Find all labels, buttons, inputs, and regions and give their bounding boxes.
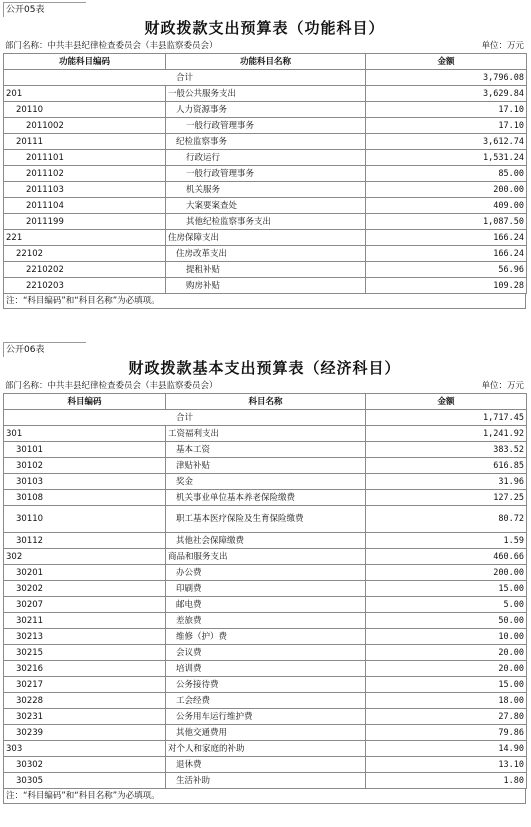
table-row bbox=[4, 693, 527, 709]
cell-code: 2210202 bbox=[4, 262, 166, 278]
cell-code: 30207 bbox=[4, 597, 166, 613]
table-body bbox=[4, 70, 527, 294]
table-row bbox=[4, 150, 527, 166]
cell-name: 职工基本医疗保险及生育保险缴费 bbox=[166, 506, 366, 533]
cell-code: 30102 bbox=[4, 458, 166, 474]
cell-amount: 15.00 bbox=[366, 581, 527, 597]
cell-code: 30101 bbox=[4, 442, 166, 458]
header-amount: 金额 bbox=[366, 394, 527, 410]
header-amount: 金额 bbox=[366, 54, 527, 70]
cell-code: 303 bbox=[4, 741, 166, 757]
cell-name: 住房保障支出 bbox=[166, 230, 366, 246]
cell-name: 一般行政管理事务 bbox=[166, 166, 366, 182]
header-code: 功能科目编码 bbox=[4, 54, 166, 70]
function-budget-table-section bbox=[3, 2, 526, 309]
header-name: 科目名称 bbox=[166, 394, 366, 410]
cell-code: 302 bbox=[4, 549, 166, 565]
table-row bbox=[4, 645, 527, 661]
cell-code: 221 bbox=[4, 230, 166, 246]
cell-code: 30231 bbox=[4, 709, 166, 725]
cell-name: 工资福利支出 bbox=[166, 426, 366, 442]
cell-name: 行政运行 bbox=[166, 150, 366, 166]
cell-amount: 1,087.50 bbox=[366, 214, 527, 230]
cell-name: 工会经费 bbox=[166, 693, 366, 709]
total-value: 1,717.45 bbox=[366, 410, 527, 426]
cell-name: 机关事业单位基本养老保险缴费 bbox=[166, 490, 366, 506]
table-row bbox=[4, 677, 527, 693]
table-title: 财政拨款支出预算表（功能科目） bbox=[144, 19, 385, 37]
cell-name: 纪检监察事务 bbox=[166, 134, 366, 150]
cell-amount: 616.85 bbox=[366, 458, 527, 474]
cell-amount: 1.59 bbox=[366, 533, 527, 549]
cell-amount: 166.24 bbox=[366, 246, 527, 262]
cell-code: 20110 bbox=[4, 102, 166, 118]
cell-amount: 200.00 bbox=[366, 182, 527, 198]
cell-code: 30228 bbox=[4, 693, 166, 709]
table-note: 注：“科目编码”和“科目名称”为必填项。 bbox=[3, 789, 526, 804]
cell-amount: 80.72 bbox=[366, 506, 527, 533]
cell-code: 30302 bbox=[4, 757, 166, 773]
table-row bbox=[4, 86, 527, 102]
cell-name: 公务接待费 bbox=[166, 677, 366, 693]
cell-amount: 85.00 bbox=[366, 166, 527, 182]
cell-code: 30110 bbox=[4, 506, 166, 533]
table-row bbox=[4, 458, 527, 474]
table-note: 注：“科目编码”和“科目名称”为必填项。 bbox=[3, 294, 526, 309]
cell-amount: 5.00 bbox=[366, 597, 527, 613]
cell-name: 购房补贴 bbox=[166, 278, 366, 294]
table-row bbox=[4, 629, 527, 645]
cell-code: 301 bbox=[4, 426, 166, 442]
unit-label: 单位：万元 bbox=[481, 381, 524, 391]
cell-code: 30217 bbox=[4, 677, 166, 693]
cell-name: 培训费 bbox=[166, 661, 366, 677]
cell-name: 退休费 bbox=[166, 757, 366, 773]
cell-name: 差旅费 bbox=[166, 613, 366, 629]
cell-amount: 109.28 bbox=[366, 278, 527, 294]
department-name: 部门名称：中共丰县纪律检查委员会（丰县监察委员会） bbox=[5, 41, 218, 51]
cell-amount: 50.00 bbox=[366, 613, 527, 629]
unit-label: 单位：万元 bbox=[481, 41, 524, 51]
table-row bbox=[4, 214, 527, 230]
cell-name: 津贴补贴 bbox=[166, 458, 366, 474]
cell-amount: 460.66 bbox=[366, 549, 527, 565]
cell-amount: 20.00 bbox=[366, 645, 527, 661]
cell-amount: 1.80 bbox=[366, 773, 527, 789]
cell-amount: 15.00 bbox=[366, 677, 527, 693]
cell-code: 2011104 bbox=[4, 198, 166, 214]
cell-name: 对个人和家庭的补助 bbox=[166, 741, 366, 757]
table-meta bbox=[3, 40, 526, 53]
table-row bbox=[4, 725, 527, 741]
cell-amount: 166.24 bbox=[366, 230, 527, 246]
table-row bbox=[4, 278, 527, 294]
table-row bbox=[4, 442, 527, 458]
cell-code: 30201 bbox=[4, 565, 166, 581]
cell-code: 30239 bbox=[4, 725, 166, 741]
cell-code: 30103 bbox=[4, 474, 166, 490]
table-body bbox=[4, 410, 527, 789]
header-row bbox=[4, 54, 527, 70]
table-row bbox=[4, 166, 527, 182]
cell-name: 会议费 bbox=[166, 645, 366, 661]
table-row bbox=[4, 549, 527, 565]
cell-name: 生活补助 bbox=[166, 773, 366, 789]
cell-code: 2011102 bbox=[4, 166, 166, 182]
cell-name: 其他社会保障缴费 bbox=[166, 533, 366, 549]
cell-code: 30211 bbox=[4, 613, 166, 629]
cell-name: 其他纪检监察事务支出 bbox=[166, 214, 366, 230]
cell-name: 邮电费 bbox=[166, 597, 366, 613]
cell-code: 30305 bbox=[4, 773, 166, 789]
table-tag: 公开05表 bbox=[3, 2, 86, 17]
economic-budget-table-section bbox=[3, 342, 526, 804]
total-label: 合计 bbox=[4, 410, 366, 426]
cell-name: 一般行政管理事务 bbox=[166, 118, 366, 134]
cell-code: 20111 bbox=[4, 134, 166, 150]
table-row bbox=[4, 102, 527, 118]
cell-code: 201 bbox=[4, 86, 166, 102]
cell-amount: 1,531.24 bbox=[366, 150, 527, 166]
cell-amount: 18.00 bbox=[366, 693, 527, 709]
header-code: 科目编码 bbox=[4, 394, 166, 410]
function-budget-table bbox=[3, 53, 527, 294]
header-name: 功能科目名称 bbox=[166, 54, 366, 70]
cell-code: 2011002 bbox=[4, 118, 166, 134]
header-row bbox=[4, 394, 527, 410]
table-row bbox=[4, 709, 527, 725]
table-row bbox=[4, 565, 527, 581]
cell-amount: 3,612.74 bbox=[366, 134, 527, 150]
cell-code: 2011101 bbox=[4, 150, 166, 166]
table-row bbox=[4, 198, 527, 214]
cell-code: 30216 bbox=[4, 661, 166, 677]
cell-name: 一般公共服务支出 bbox=[166, 86, 366, 102]
table-row bbox=[4, 182, 527, 198]
table-row bbox=[4, 118, 527, 134]
cell-amount: 383.52 bbox=[366, 442, 527, 458]
table-row bbox=[4, 246, 527, 262]
cell-name: 机关服务 bbox=[166, 182, 366, 198]
table-row bbox=[4, 661, 527, 677]
table-row bbox=[4, 474, 527, 490]
table-row bbox=[4, 741, 527, 757]
table-row bbox=[4, 506, 527, 533]
economic-budget-table bbox=[3, 393, 527, 789]
table-row bbox=[4, 230, 527, 246]
cell-amount: 31.96 bbox=[366, 474, 527, 490]
cell-name: 人力资源事务 bbox=[166, 102, 366, 118]
cell-code: 30213 bbox=[4, 629, 166, 645]
table-tag: 公开06表 bbox=[3, 342, 86, 357]
table-row bbox=[4, 757, 527, 773]
cell-name: 维修（护）费 bbox=[166, 629, 366, 645]
cell-amount: 20.00 bbox=[366, 661, 527, 677]
cell-amount: 17.10 bbox=[366, 102, 527, 118]
cell-name: 其他交通费用 bbox=[166, 725, 366, 741]
table-row bbox=[4, 134, 527, 150]
table-row bbox=[4, 597, 527, 613]
cell-name: 大案要案查处 bbox=[166, 198, 366, 214]
cell-amount: 17.10 bbox=[366, 118, 527, 134]
cell-code: 30108 bbox=[4, 490, 166, 506]
cell-amount: 56.96 bbox=[366, 262, 527, 278]
cell-code: 2011103 bbox=[4, 182, 166, 198]
cell-code: 30215 bbox=[4, 645, 166, 661]
cell-amount: 127.25 bbox=[366, 490, 527, 506]
cell-amount: 79.86 bbox=[366, 725, 527, 741]
cell-amount: 409.00 bbox=[366, 198, 527, 214]
cell-amount: 13.10 bbox=[366, 757, 527, 773]
table-row bbox=[4, 490, 527, 506]
cell-amount: 14.90 bbox=[366, 741, 527, 757]
cell-name: 基本工资 bbox=[166, 442, 366, 458]
table-row bbox=[4, 426, 527, 442]
cell-amount: 27.80 bbox=[366, 709, 527, 725]
cell-name: 办公费 bbox=[166, 565, 366, 581]
cell-name: 商品和服务支出 bbox=[166, 549, 366, 565]
cell-amount: 200.00 bbox=[366, 565, 527, 581]
table-row bbox=[4, 533, 527, 549]
cell-name: 提租补贴 bbox=[166, 262, 366, 278]
cell-name: 公务用车运行维护费 bbox=[166, 709, 366, 725]
table-title: 财政拨款基本支出预算表（经济科目） bbox=[128, 359, 401, 377]
cell-amount: 3,629.84 bbox=[366, 86, 527, 102]
total-label: 合计 bbox=[4, 70, 366, 86]
cell-name: 住房改革支出 bbox=[166, 246, 366, 262]
cell-code: 22102 bbox=[4, 246, 166, 262]
department-name: 部门名称：中共丰县纪律检查委员会（丰县监察委员会） bbox=[5, 381, 218, 391]
cell-name: 奖金 bbox=[166, 474, 366, 490]
table-row bbox=[4, 581, 527, 597]
cell-code: 2011199 bbox=[4, 214, 166, 230]
table-row bbox=[4, 773, 527, 789]
cell-code: 30112 bbox=[4, 533, 166, 549]
cell-amount: 10.00 bbox=[366, 629, 527, 645]
table-row bbox=[4, 262, 527, 278]
table-row bbox=[4, 613, 527, 629]
total-value: 3,796.08 bbox=[366, 70, 527, 86]
cell-code: 2210203 bbox=[4, 278, 166, 294]
cell-code: 30202 bbox=[4, 581, 166, 597]
cell-amount: 1,241.92 bbox=[366, 426, 527, 442]
table-meta bbox=[3, 380, 526, 393]
cell-name: 印刷费 bbox=[166, 581, 366, 597]
total-row bbox=[4, 410, 527, 426]
total-row bbox=[4, 70, 527, 86]
